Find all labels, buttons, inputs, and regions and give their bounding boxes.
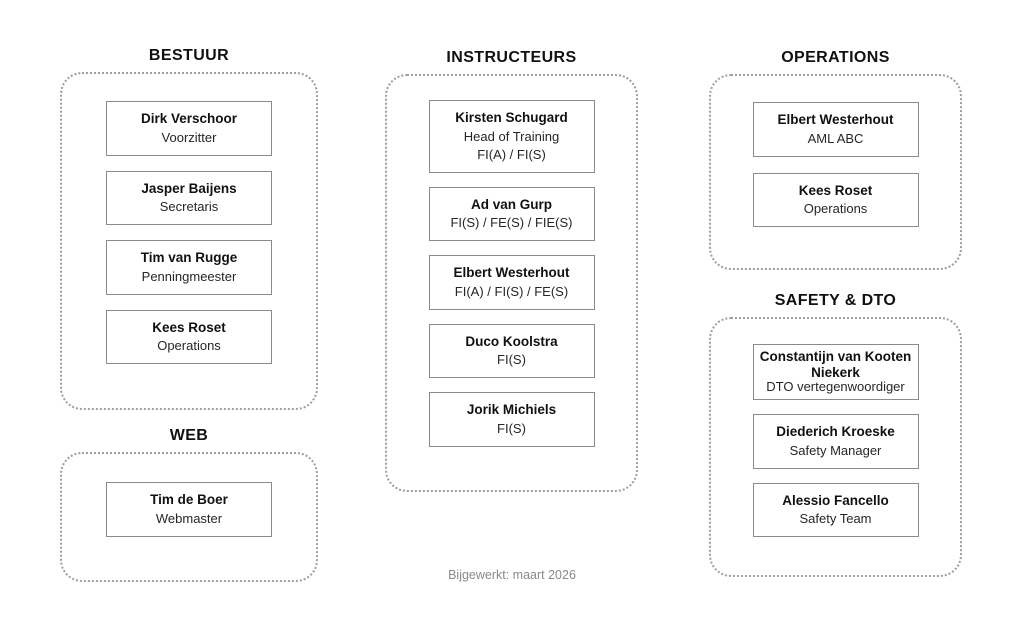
member-role: Operations bbox=[157, 338, 221, 354]
member-role: Webmaster bbox=[155, 510, 223, 526]
section-bestuur bbox=[60, 46, 318, 410]
section-title-bestuur: BESTUUR bbox=[148, 47, 230, 64]
member-name: Elbert Westerhout bbox=[777, 112, 894, 127]
member-name: Kees Roset bbox=[152, 319, 226, 335]
group-container-bestuur bbox=[60, 72, 318, 410]
member-card bbox=[106, 101, 272, 156]
member-card bbox=[429, 100, 595, 173]
member-qualifications: FI(A) / FI(S) bbox=[477, 146, 546, 162]
member-card bbox=[429, 392, 595, 447]
section-title-web: WEB bbox=[169, 427, 209, 444]
member-name: Duco Koolstra bbox=[465, 333, 558, 349]
section-safety-dto bbox=[709, 291, 962, 577]
member-card bbox=[429, 324, 595, 379]
section-title-operations: OPERATIONS bbox=[781, 49, 890, 66]
group-container-instructeurs bbox=[385, 74, 638, 492]
member-card bbox=[753, 173, 919, 228]
section-title-safety-dto: SAFETY & DTO bbox=[774, 292, 897, 309]
group-container-web bbox=[60, 452, 318, 582]
member-name: Constantijn van Kooten Niekerk bbox=[759, 349, 912, 380]
member-name: Dirk Verschoor bbox=[140, 111, 238, 126]
member-role: Safety Manager bbox=[789, 442, 882, 458]
member-role: FI(A) / FI(S) / FE(S) bbox=[454, 283, 569, 299]
member-role: FI(S) bbox=[497, 420, 526, 436]
member-role: Voorzitter bbox=[161, 129, 217, 145]
member-name: Jasper Baijens bbox=[141, 180, 237, 196]
member-card bbox=[429, 255, 595, 310]
member-name: Kirsten Schugard bbox=[455, 110, 568, 125]
member-name: Tim de Boer bbox=[150, 492, 228, 507]
member-role: Head of Training bbox=[463, 128, 560, 144]
member-name: Elbert Westerhout bbox=[453, 265, 570, 281]
member-role: Operations bbox=[803, 201, 868, 217]
member-role: Safety Team bbox=[799, 511, 872, 527]
member-name: Kees Roset bbox=[798, 182, 873, 198]
member-role: FI(S) / FE(S) / FIE(S) bbox=[450, 215, 573, 231]
member-card bbox=[106, 310, 272, 365]
member-role: DTO vertegenwoordiger bbox=[766, 379, 905, 395]
member-card bbox=[753, 102, 919, 157]
member-name: Ad van Gurp bbox=[470, 196, 552, 212]
member-name: Jorik Michiels bbox=[466, 402, 557, 418]
group-container-safety-dto bbox=[709, 317, 962, 577]
section-instructeurs bbox=[385, 48, 638, 492]
section-title-instructeurs: INSTRUCTEURS bbox=[446, 49, 577, 66]
member-card bbox=[106, 171, 272, 226]
member-card bbox=[753, 344, 919, 400]
member-role: AML ABC bbox=[807, 130, 864, 146]
member-card bbox=[106, 240, 272, 295]
group-container-operations bbox=[709, 74, 962, 270]
member-card bbox=[429, 187, 595, 242]
last-updated-note: Bijgewerkt: maart 2026 bbox=[448, 568, 576, 582]
section-operations bbox=[709, 48, 962, 270]
member-name: Diederich Kroeske bbox=[776, 423, 895, 439]
member-card bbox=[106, 482, 272, 537]
member-role: Secretaris bbox=[159, 199, 219, 215]
member-role: FI(S) bbox=[497, 352, 526, 368]
member-name: Alessio Fancello bbox=[782, 492, 889, 508]
member-card bbox=[753, 483, 919, 538]
member-card bbox=[753, 414, 919, 469]
member-role: Penningmeester bbox=[141, 268, 237, 284]
member-name: Tim van Rugge bbox=[140, 250, 238, 266]
section-web bbox=[60, 426, 318, 582]
